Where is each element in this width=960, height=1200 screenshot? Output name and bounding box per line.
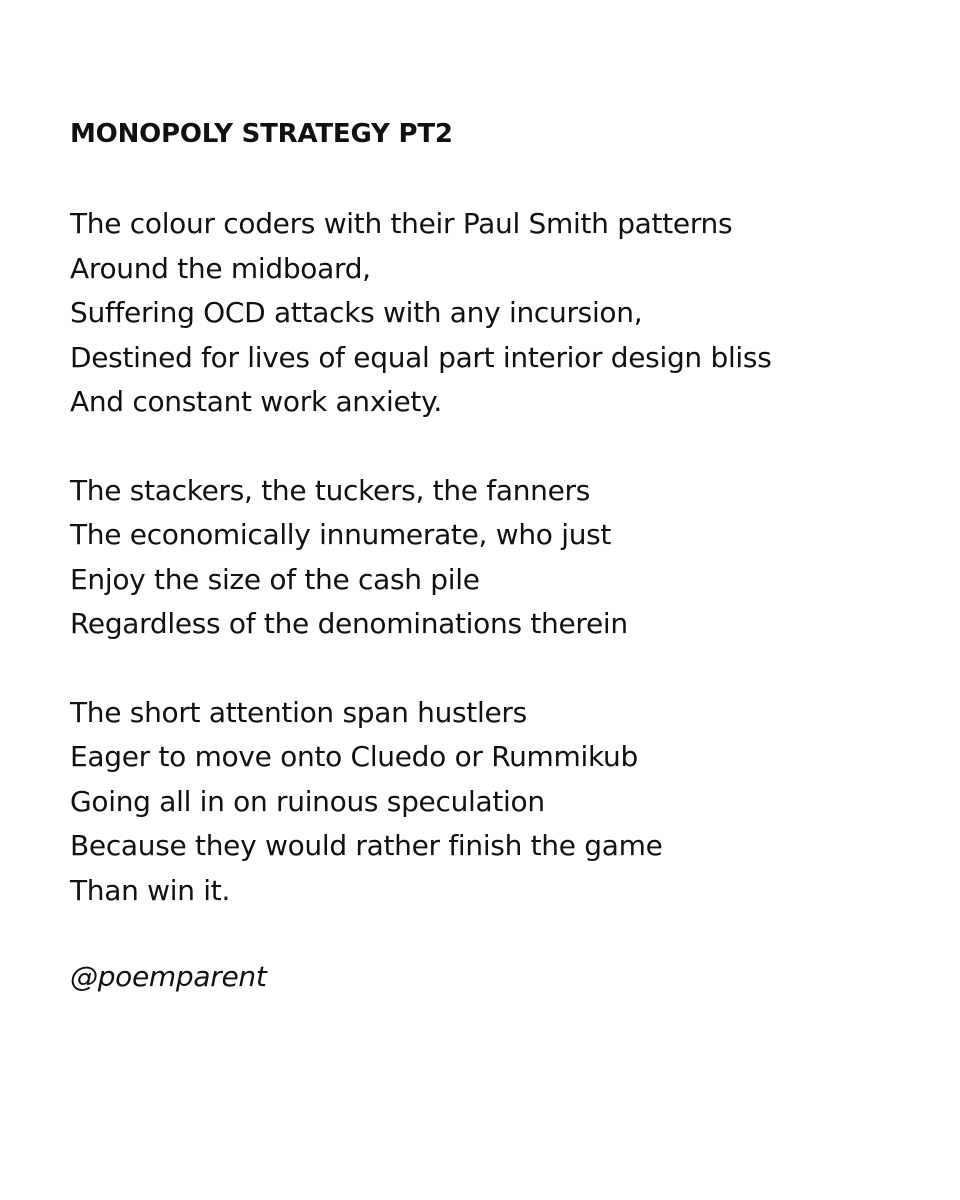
- stanza-1: [70, 202, 930, 425]
- poem-line: Suffering OCD attacks with any incursion,: [70, 296, 643, 329]
- poem-line: Because they would rather finish the game: [70, 829, 663, 862]
- poem-line: Eager to move onto Cluedo or Rummikub: [70, 740, 638, 773]
- poem-page: [70, 114, 930, 1000]
- poem-line: The short attention span hustlers: [70, 695, 527, 729]
- poem-line: Destined for lives of equal part interior design bliss: [70, 340, 772, 374]
- poem-line: Going all in on ruinous speculation: [70, 784, 545, 818]
- poem-line: Regardless of the denominations therein: [70, 607, 628, 640]
- poem-line: And constant work anxiety.: [70, 385, 442, 418]
- poem-line: Than win it.: [70, 873, 231, 907]
- poem-title: MONOPOLY STRATEGY PT2: [70, 119, 453, 149]
- stanza-3: [70, 691, 930, 914]
- poem-line: Around the midboard,: [70, 251, 371, 285]
- poem-line: The stackers, the tuckers, the fanners: [70, 473, 591, 507]
- poem-line: Enjoy the size of the cash pile: [70, 562, 480, 596]
- author-handle: @poemparent: [70, 960, 267, 993]
- poem-line: The colour coders with their Paul Smith patterns: [70, 207, 733, 240]
- stanza-2: [70, 469, 930, 647]
- poem-line: The economically innumerate, who just: [70, 518, 612, 551]
